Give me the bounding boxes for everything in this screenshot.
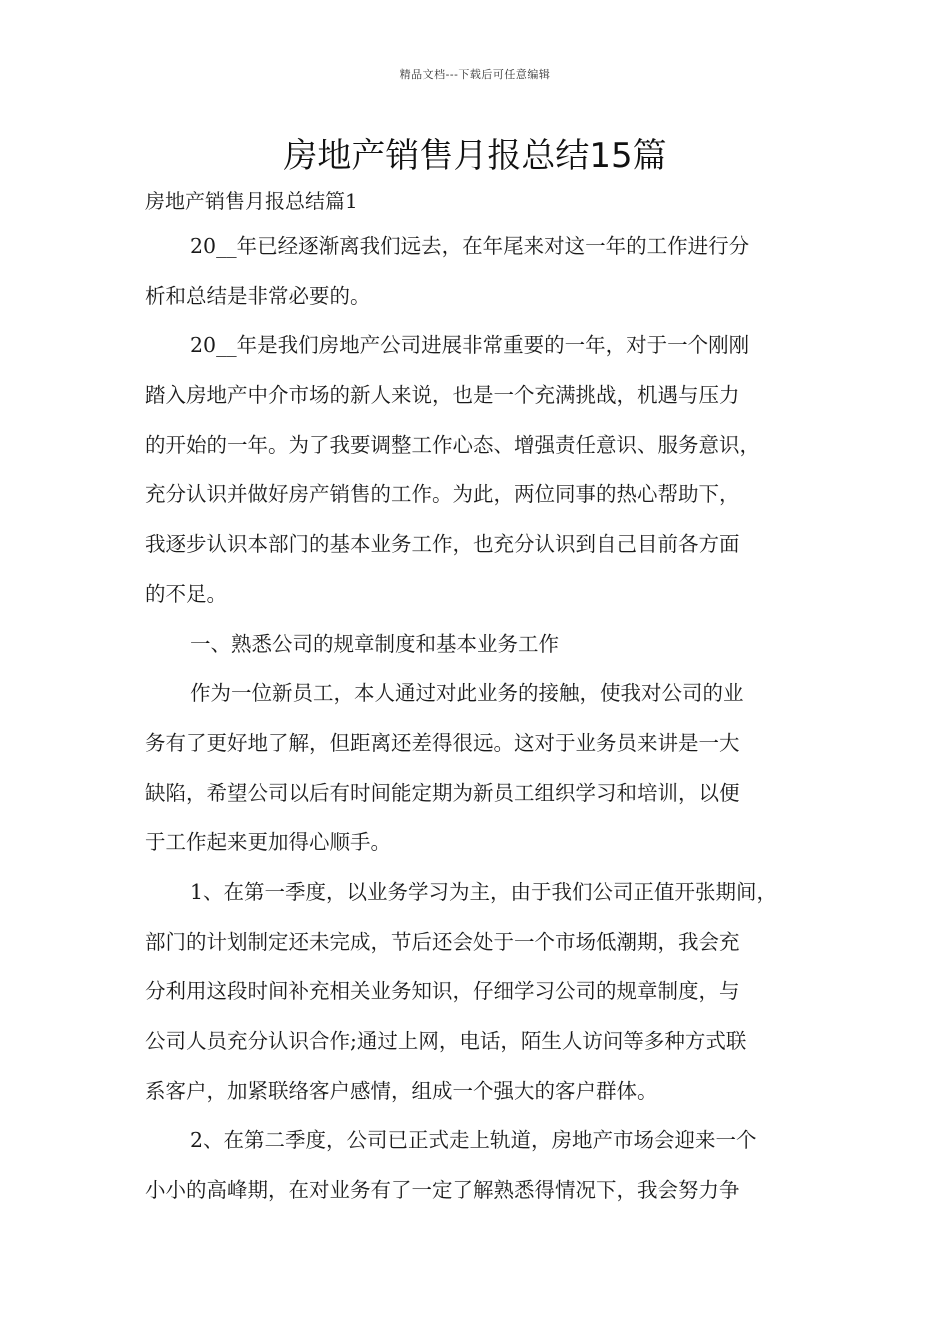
paragraph-line: 1、在第一季度，以业务学习为主，由于我们公司正值开张期间， [190,879,778,904]
document-body [145,180,815,1216]
document-title: 房地产销售月报总结15篇 [283,136,667,176]
paragraph-line: 的不足。 [145,581,227,606]
paragraph-line: 务有了更好地了解，但距离还差得很远。这对于业务员来讲是一大 [145,730,740,755]
paragraph-line: 缺陷，希望公司以后有时间能定期为新员工组织学习和培训，以便 [145,780,740,805]
header-note: 精品文档---下载后可任意编辑 [399,68,551,81]
paragraph-line: 20__年已经逐渐离我们远去，在年尾来对这一年的工作进行分 [190,234,750,258]
paragraph-line: 部门的计划制定还未完成，节后还会处于一个市场低潮期，我会充 [145,929,740,954]
paragraph-line: 分利用这段时间补充相关业务知识，仔细学习公司的规章制度，与 [145,979,740,1004]
paragraph-line: 的开始的一年。为了我要调整工作心态、增强责任意识、服务意识， [145,432,760,457]
paragraph-line: 20__年是我们房地产公司进展非常重要的一年，对于一个刚刚 [190,333,750,358]
paragraph-line: 2、在第二季度，公司已正式走上轨道，房地产市场会迎来一个 [190,1128,757,1153]
paragraph-line: 充分认识并做好房产销售的工作。为此，两位同事的热心帮助下， [145,482,740,507]
section-heading: 房地产销售月报总结篇1 [145,189,358,213]
paragraph-line: 我逐步认识本部门的基本业务工作，也充分认识到自己目前各方面 [145,532,740,557]
paragraph-line: 公司人员充分认识合作;通过上网，电话，陌生人访问等多种方式联 [145,1029,747,1053]
paragraph-line: 作为一位新员工，本人通过对此业务的接触，使我对公司的业 [190,681,744,706]
paragraph-line: 小小的高峰期，在对业务有了一定了解熟悉得情况下，我会努力争 [145,1178,740,1203]
paragraph-line: 析和总结是非常必要的。 [145,283,371,308]
subsection-heading: 一、熟悉公司的规章制度和基本业务工作 [190,631,559,656]
paragraph-line: 踏入房地产中介市场的新人来说，也是一个充满挑战，机遇与压力 [145,383,740,408]
paragraph-line: 系客户，加紧联络客户感情，组成一个强大的客户群体。 [145,1078,658,1103]
paragraph-line: 于工作起来更加得心顺手。 [145,830,391,855]
